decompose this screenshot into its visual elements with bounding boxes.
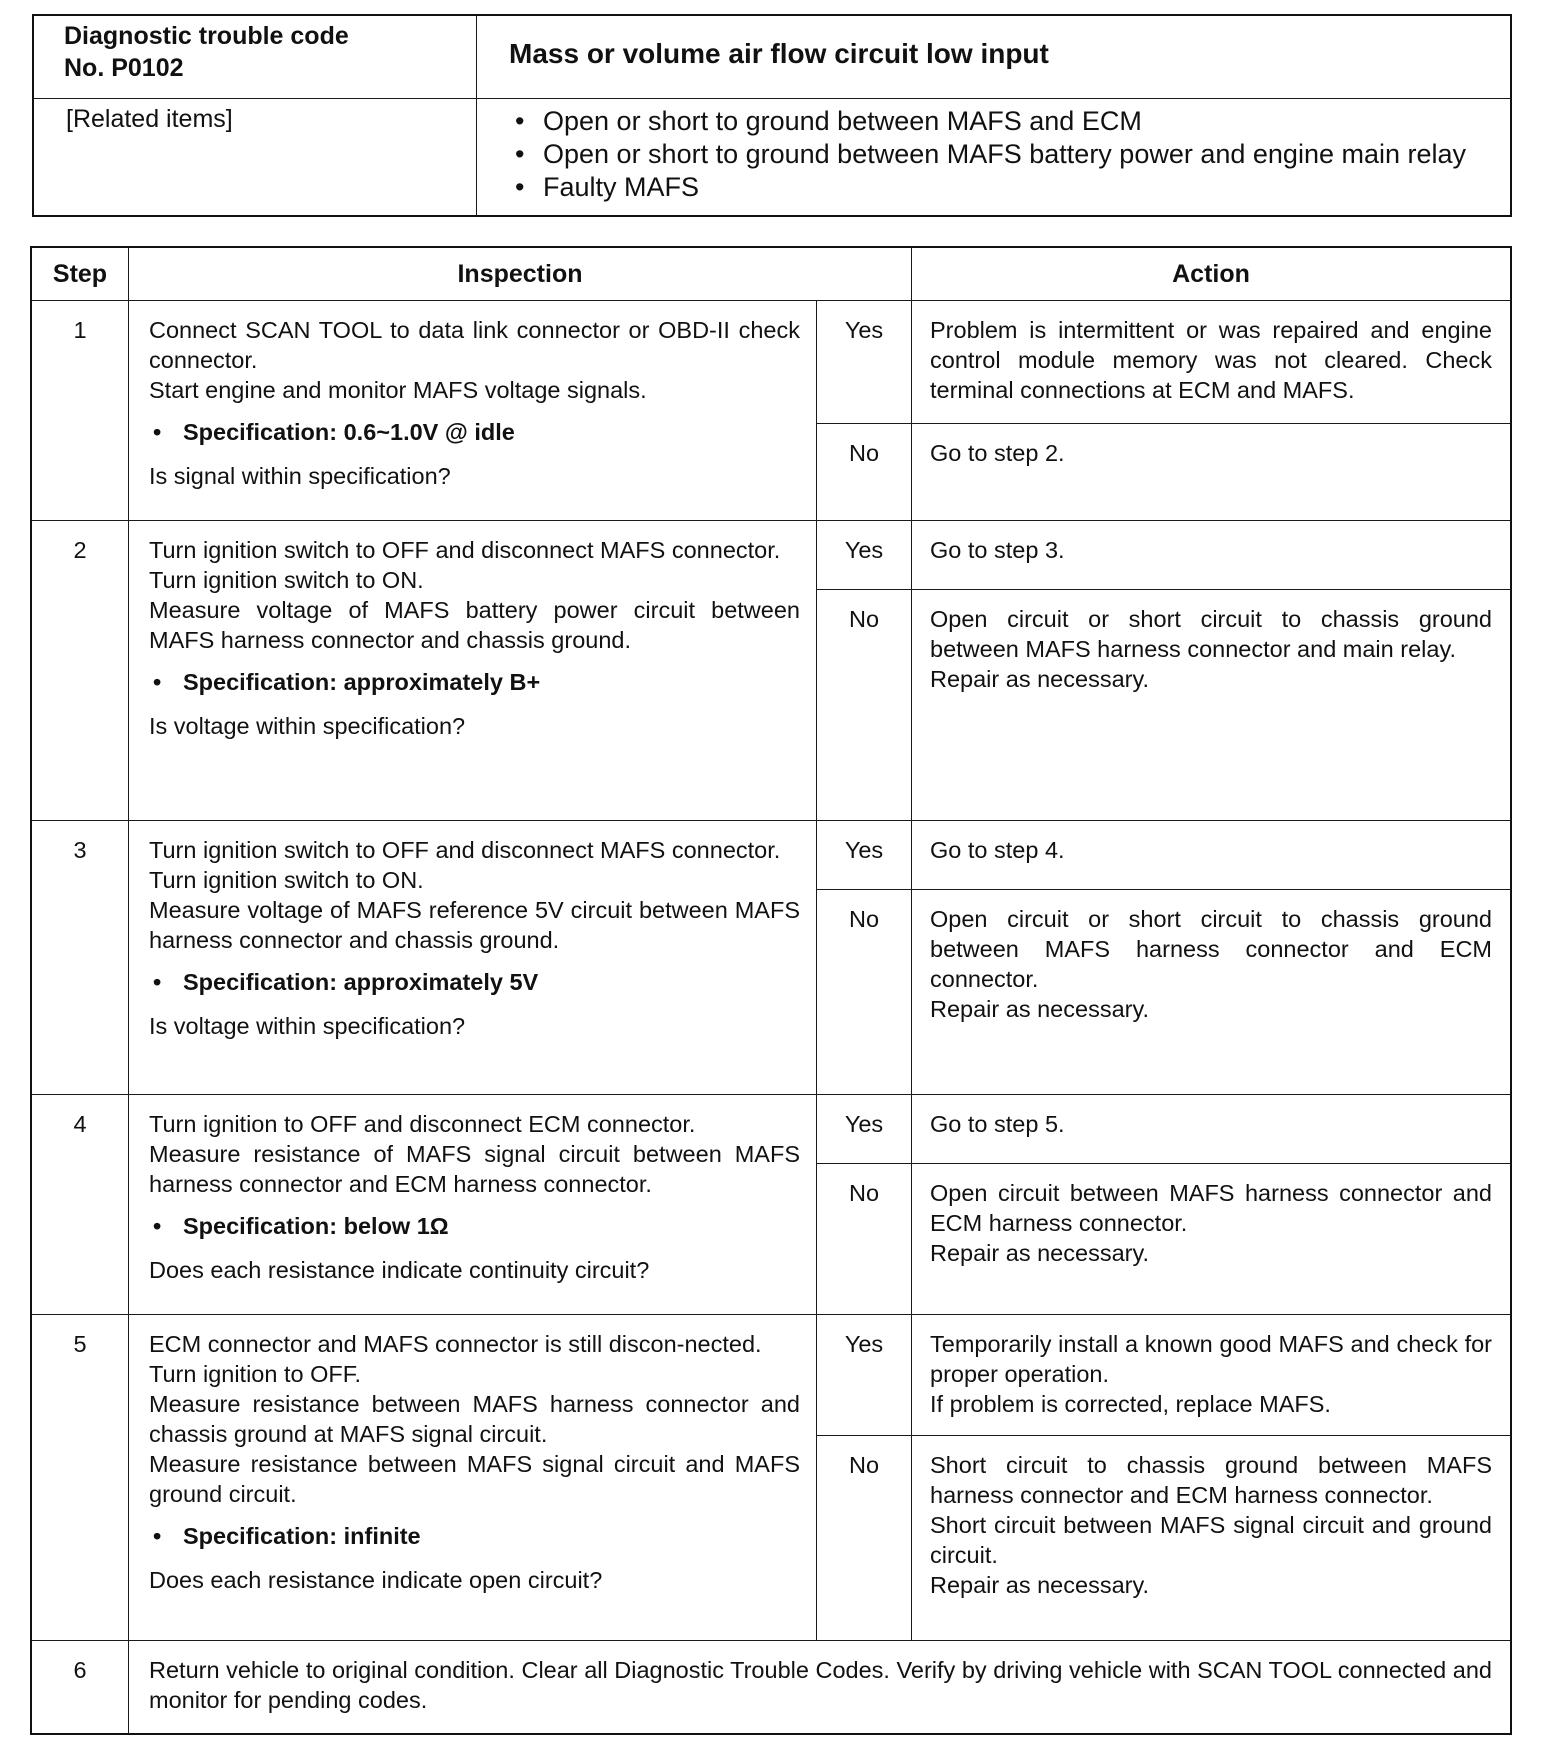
inspection-question: Is signal within specification? <box>149 463 451 489</box>
no-action-cell <box>912 890 1512 1095</box>
action-line: If problem is corrected, replace MAFS. <box>930 1391 1331 1417</box>
yes-action-cell <box>912 1315 1512 1436</box>
yes-action-cell <box>912 821 1512 890</box>
step-number: 2 <box>31 521 129 821</box>
yes-action-cell <box>912 1095 1512 1164</box>
inspection-line: Measure resistance of MAFS signal circuit between MAFS harness connector and ECM harness connector. <box>149 1141 800 1197</box>
no-action-cell <box>912 1436 1512 1641</box>
inspection-line: ECM connector and MAFS connector is still discon-nected. <box>149 1331 762 1357</box>
inspection-cell <box>129 821 817 1095</box>
inspection-line: Turn ignition switch to ON. <box>149 567 424 593</box>
no-action-cell <box>912 1164 1512 1315</box>
inspection-cell <box>129 1315 817 1641</box>
inspection-cell <box>129 521 817 821</box>
header-step: Step <box>31 247 129 301</box>
inspection-line: Start engine and monitor MAFS voltage signals. <box>149 377 647 403</box>
dtc-title: Mass or volume air flow circuit low input <box>477 15 1512 99</box>
yes-label: Yes <box>817 821 912 890</box>
dtc-code-number: No. P0102 <box>64 54 184 82</box>
action-line: Temporarily install a known good MAFS and check for proper operation. <box>930 1331 1492 1387</box>
inspection-line: Measure voltage of MAFS reference 5V circuit between MAFS harness connector and chassis ground. <box>149 897 800 953</box>
bullet-icon: • <box>153 1213 162 1239</box>
action-line: Repair as necessary. <box>930 1240 1149 1266</box>
action-line: Open circuit or short circuit to chassis ground between MAFS harness connector and ECM connector. <box>930 906 1492 992</box>
yes-label: Yes <box>817 1315 912 1436</box>
specification: • Specification: below 1Ω <box>149 1211 800 1241</box>
inspection-line: Measure resistance between MAFS signal circuit and MAFS ground circuit. <box>149 1451 800 1507</box>
action-line: Short circuit between MAFS signal circuit and ground circuit. <box>930 1512 1492 1568</box>
inspection-question: Is voltage within specification? <box>149 1013 466 1039</box>
inspection-line: Turn ignition switch to ON. <box>149 867 424 893</box>
related-items-label: [Related items] <box>33 99 477 217</box>
action-line: Go to step 2. <box>930 440 1065 466</box>
action-line: Repair as necessary. <box>930 666 1149 692</box>
step-number: 6 <box>31 1641 129 1735</box>
no-label: No <box>817 1164 912 1315</box>
action-line: Go to step 4. <box>930 837 1065 863</box>
bullet-icon: • <box>515 106 525 136</box>
step-number: 1 <box>31 301 129 521</box>
inspection-line: Turn ignition switch to OFF and disconnect MAFS connector. <box>149 537 781 563</box>
action-line: Repair as necessary. <box>930 996 1149 1022</box>
table-row-step-3 <box>31 821 1511 890</box>
action-line: Open circuit or short circuit to chassis ground between MAFS harness connector and main relay. <box>930 606 1492 662</box>
related-item: • Open or short to ground between MAFS and ECM <box>515 106 1142 136</box>
inspection-line: Turn ignition to OFF and disconnect ECM connector. <box>149 1111 696 1137</box>
action-line: Go to step 3. <box>930 537 1065 563</box>
inspection-question: Does each resistance indicate open circuit? <box>149 1567 603 1593</box>
table-row-step-4 <box>31 1095 1511 1164</box>
no-label: No <box>817 890 912 1095</box>
bullet-icon: • <box>515 172 525 202</box>
dtc-code-label: Diagnostic trouble code <box>64 22 349 50</box>
header-action: Action <box>912 247 1512 301</box>
header-inspection: Inspection <box>129 247 912 301</box>
table-row-step-5 <box>31 1315 1511 1436</box>
bullet-icon: • <box>153 1523 162 1549</box>
diagnostic-steps-table <box>30 246 1512 1735</box>
action-line: Repair as necessary. <box>930 1572 1149 1598</box>
table-row-step-2 <box>31 521 1511 590</box>
no-label: No <box>817 590 912 821</box>
specification: • Specification: approximately B+ <box>149 667 800 697</box>
dtc-header-table <box>32 14 1512 217</box>
no-action-cell <box>912 424 1512 521</box>
bullet-icon: • <box>515 139 525 169</box>
action-line: Problem is intermittent or was repaired and engine control module memory was not cleared. Check terminal connections at ECM and MAFS. <box>930 317 1492 403</box>
yes-label: Yes <box>817 521 912 590</box>
inspection-line: Measure voltage of MAFS battery power circuit between MAFS harness connector and chassis ground. <box>149 597 800 653</box>
bullet-icon: • <box>153 419 162 445</box>
final-step-text: Return vehicle to original condition. Clear all Diagnostic Trouble Codes. Verify by driving vehicle with SCAN TOOL connected and monitor for pending codes. <box>129 1641 1512 1735</box>
inspection-question: Does each resistance indicate continuity circuit? <box>149 1257 650 1283</box>
bullet-icon: • <box>153 969 162 995</box>
action-line: Open circuit between MAFS harness connector and ECM harness connector. <box>930 1180 1492 1236</box>
yes-label: Yes <box>817 301 912 424</box>
no-label: No <box>817 424 912 521</box>
table-row-step-1 <box>31 301 1511 424</box>
bullet-icon: • <box>153 669 162 695</box>
no-label: No <box>817 1436 912 1641</box>
related-items-list <box>477 99 1512 217</box>
action-line: Short circuit to chassis ground between MAFS harness connector and ECM harness connector. <box>930 1452 1492 1508</box>
yes-action-cell <box>912 301 1512 424</box>
inspection-cell <box>129 301 817 521</box>
inspection-line: Measure resistance between MAFS harness connector and chassis ground at MAFS signal circuit. <box>149 1391 800 1447</box>
inspection-cell <box>129 1095 817 1315</box>
inspection-line: Turn ignition switch to OFF and disconnect MAFS connector. <box>149 837 781 863</box>
specification: • Specification: infinite <box>149 1521 800 1551</box>
yes-label: Yes <box>817 1095 912 1164</box>
inspection-line: Turn ignition to OFF. <box>149 1361 362 1387</box>
specification: • Specification: approximately 5V <box>149 967 800 997</box>
table-header-row <box>31 247 1511 301</box>
related-item: • Open or short to ground between MAFS battery power and engine main relay <box>515 139 1467 169</box>
step-number: 4 <box>31 1095 129 1315</box>
yes-action-cell <box>912 521 1512 590</box>
action-line: Go to step 5. <box>930 1111 1065 1137</box>
specification: • Specification: 0.6~1.0V @ idle <box>149 417 800 447</box>
step-number: 3 <box>31 821 129 1095</box>
inspection-line: Connect SCAN TOOL to data link connector or OBD-II check connector. <box>149 317 800 373</box>
dtc-code-cell <box>33 15 477 99</box>
step-number: 5 <box>31 1315 129 1641</box>
inspection-question: Is voltage within specification? <box>149 713 466 739</box>
related-item: • Faulty MAFS <box>515 172 700 202</box>
table-row-step-6 <box>31 1641 1511 1735</box>
no-action-cell <box>912 590 1512 821</box>
